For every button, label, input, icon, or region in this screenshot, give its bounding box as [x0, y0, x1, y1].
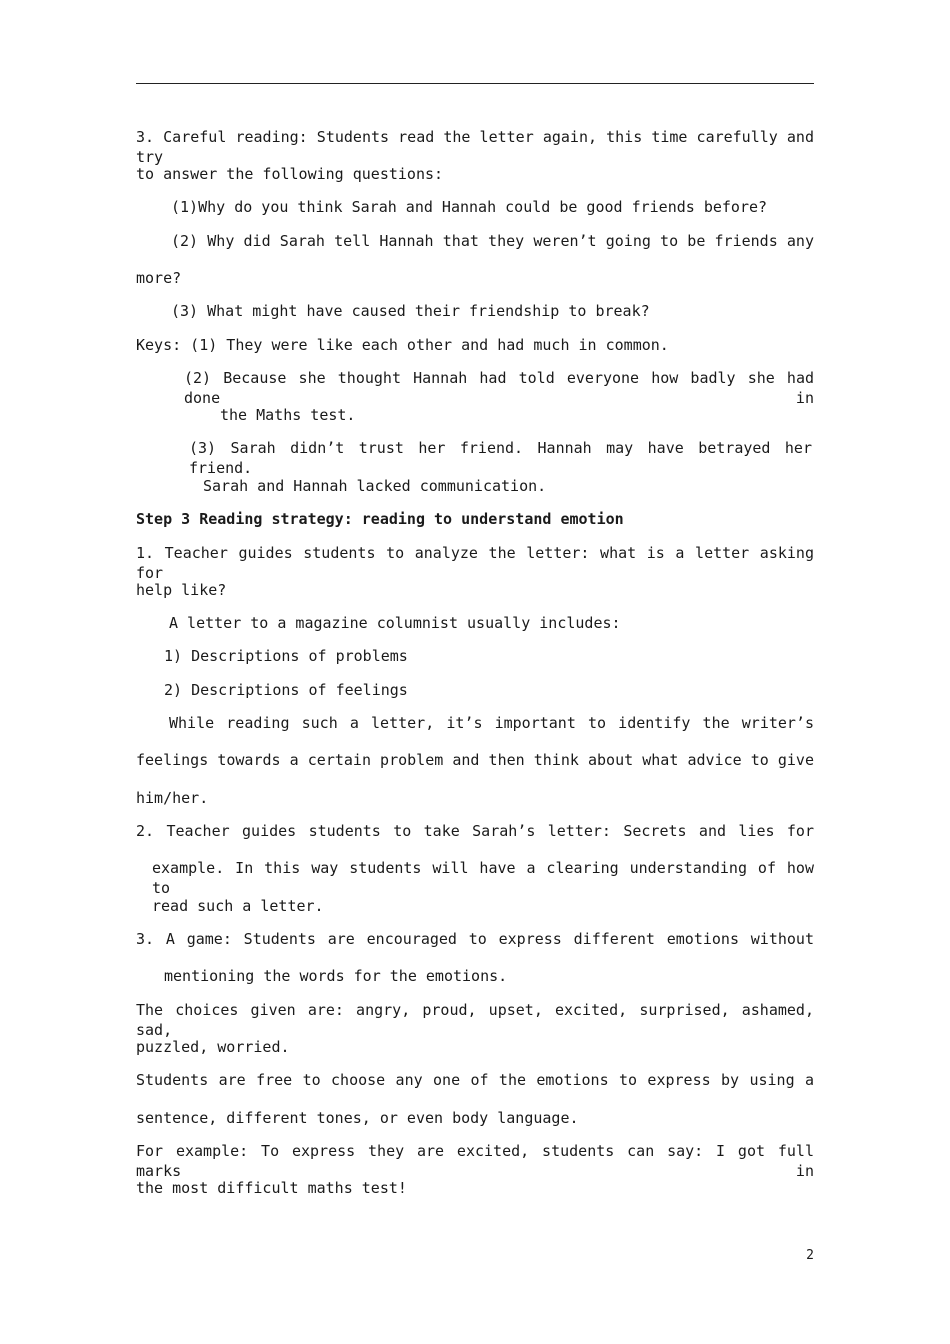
text-line: 3. A game: Students are encouraged to express different emotions without — [136, 930, 814, 948]
question-3: (3) What might have caused their friendship to break? — [171, 302, 650, 320]
key-2: (2) Because she thought Hannah had told everyone how badly she had done in — [184, 369, 814, 407]
text-line: help like? — [136, 581, 227, 599]
text-line: A letter to a magazine columnist usually includes: — [169, 614, 621, 632]
text-line: For example: To express they are excited, students can say: I got full marks in — [136, 1142, 814, 1180]
list-item: 1) Descriptions of problems — [164, 647, 408, 665]
keys-line: Keys: (1) They were like each other and had much in common. — [136, 336, 669, 354]
text-line: the most difficult maths test! — [136, 1179, 407, 1197]
text-line: read such a letter. — [152, 897, 324, 915]
text-line: example. In this way students will have a clearing understanding of how to — [152, 859, 814, 897]
text-line: The choices given are: angry, proud, upset, excited, surprised, ashamed, sad, — [136, 1001, 814, 1039]
text-line: 3. Careful reading: Students read the letter again, this time carefully and try — [136, 128, 814, 166]
text-line: to answer the following questions: — [136, 165, 444, 183]
text-line: While reading such a letter, it’s important to identify the writer’s — [169, 714, 814, 732]
text-line: 2. Teacher guides students to take Sarah’s letter: Secrets and lies for — [136, 822, 814, 840]
text-line: feelings towards a certain problem and then think about what advice to give — [136, 751, 814, 769]
key-3: (3) Sarah didn’t trust her friend. Hannah may have betrayed her friend. — [189, 439, 812, 477]
text-line: more? — [136, 269, 182, 287]
section-heading: Step 3 Reading strategy: reading to understand emotion — [136, 510, 624, 528]
list-item: 2) Descriptions of feelings — [164, 681, 408, 699]
text-line: puzzled, worried. — [136, 1038, 290, 1056]
text-line: 1. Teacher guides students to analyze the letter: what is a letter asking for — [136, 544, 814, 582]
text-line: mentioning the words for the emotions. — [164, 967, 508, 985]
text-line: the Maths test. — [220, 406, 356, 424]
text-line: Sarah and Hannah lacked communication. — [203, 477, 547, 495]
text-line: Students are free to choose any one of the emotions to express by using a — [136, 1071, 814, 1089]
question-1: (1)Why do you think Sarah and Hannah could be good friends before? — [171, 198, 768, 216]
text-line: sentence, different tones, or even body language. — [136, 1109, 579, 1127]
header-rule — [136, 83, 814, 84]
text-line: him/her. — [136, 789, 209, 807]
page-number: 2 — [806, 1248, 814, 1263]
question-2: (2) Why did Sarah tell Hannah that they weren’t going to be friends any — [171, 232, 814, 250]
